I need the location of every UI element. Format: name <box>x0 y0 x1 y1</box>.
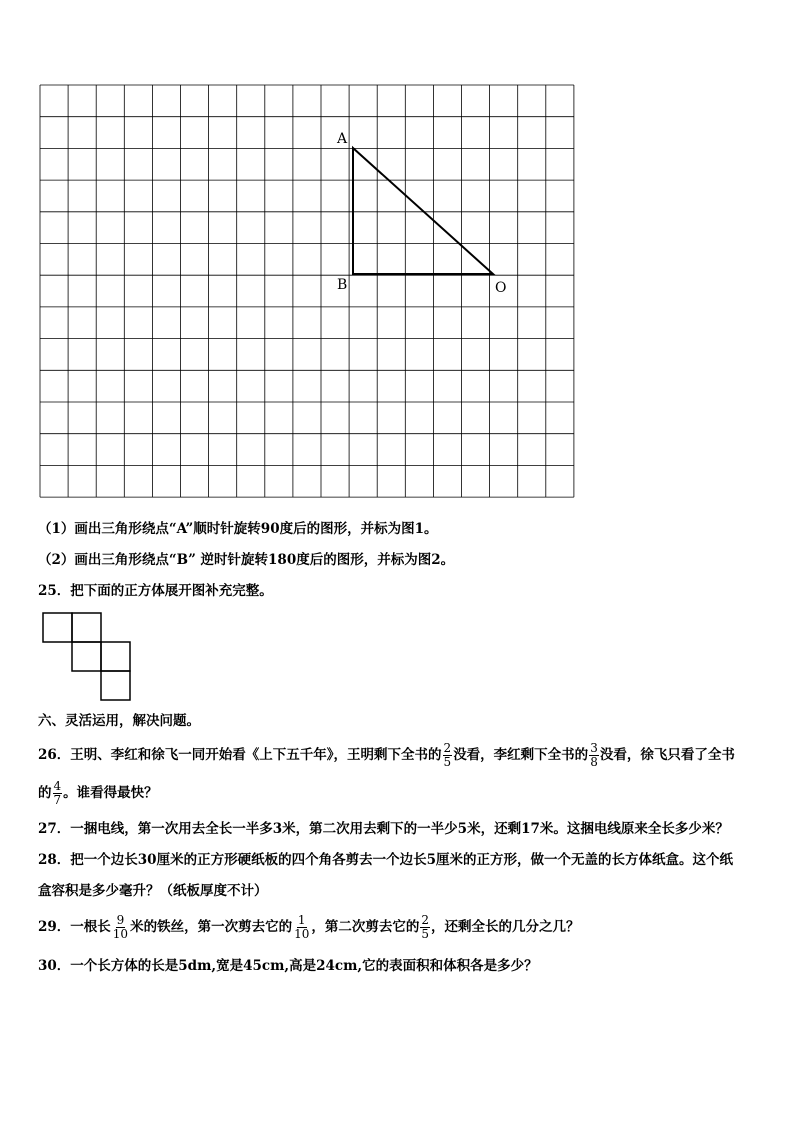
net-square-5 <box>101 671 130 700</box>
fraction-2-5-b: $\frac{2}{5}$ <box>421 913 429 941</box>
net-square-1 <box>43 613 72 642</box>
q26-text-3: 没看，徐飞只看了全书 <box>599 747 735 763</box>
triangle-abo <box>353 148 493 274</box>
q29-text-3: ，第二次剪去它的 <box>311 919 420 935</box>
net-square-2 <box>72 613 101 642</box>
fraction-2-5: $\frac{2}{5}$ <box>443 741 452 769</box>
point-label-b: B <box>337 277 348 293</box>
section6-title: 六、灵活运用，解决问题。 <box>38 713 200 729</box>
fraction-3-8: $\frac{3}{8}$ <box>590 741 598 769</box>
fraction-4-7: $\frac{4}{7}$ <box>53 779 62 807</box>
grid-lines <box>40 85 574 497</box>
grid-figure <box>0 0 794 520</box>
q26-text-2: 没看，李红剩下全书的 <box>453 747 589 763</box>
q24-part1: （1）画出三角形绕点“A”顺时针旋转90度后的图形，并标为图1。 <box>38 521 438 537</box>
point-label-a: A <box>337 131 348 147</box>
q26-line2 <box>38 776 158 810</box>
q26-line1 <box>38 738 735 772</box>
q26-text-4: 的 <box>38 785 52 801</box>
q25-text: 25．把下面的正方体展开图补充完整。 <box>38 583 273 599</box>
q24-part2: （2）画出三角形绕点“B” 逆时针旋转180度后的图形，并标为图2。 <box>38 552 455 568</box>
q28-line1: 28．把一个边长30厘米的正方形硬纸板的四个角各剪去一个边长5厘米的正方形，做一个无盖的长方体纸盒。这个纸 <box>38 852 733 868</box>
q27-text: 27．一捆电线，第一次用去全长一半多3米，第二次用去剩下的一半少5米，还剩17米。这捆电线原来全长多少米？ <box>38 821 729 837</box>
q30-text: 30．一个长方体的长是5dm,宽是45cm,高是24cm,它的表面积和体积各是多少？ <box>38 958 538 974</box>
fraction-9-10: $\frac{9}{10}$ <box>112 913 129 941</box>
q29-text <box>38 910 580 944</box>
net-square-4 <box>101 642 130 671</box>
q29-text-1: 29．一根长 <box>38 919 111 935</box>
q28-line2: 盒容积是多少毫升？（纸板厚度不计） <box>38 883 268 899</box>
q26-text-5: 。谁看得最快？ <box>63 785 158 801</box>
q26-text-1: 26．王明、李红和徐飞一同开始看《上下五千年》，王明剩下全书的 <box>38 747 442 763</box>
q29-text-4: ，还剩全长的几分之几？ <box>431 919 580 935</box>
point-label-o: O <box>495 280 507 296</box>
fraction-1-10: $\frac{1}{10}$ <box>294 913 310 941</box>
net-square-3 <box>72 642 101 671</box>
q29-text-2: 米的铁丝，第一次剪去它的 <box>130 919 293 935</box>
